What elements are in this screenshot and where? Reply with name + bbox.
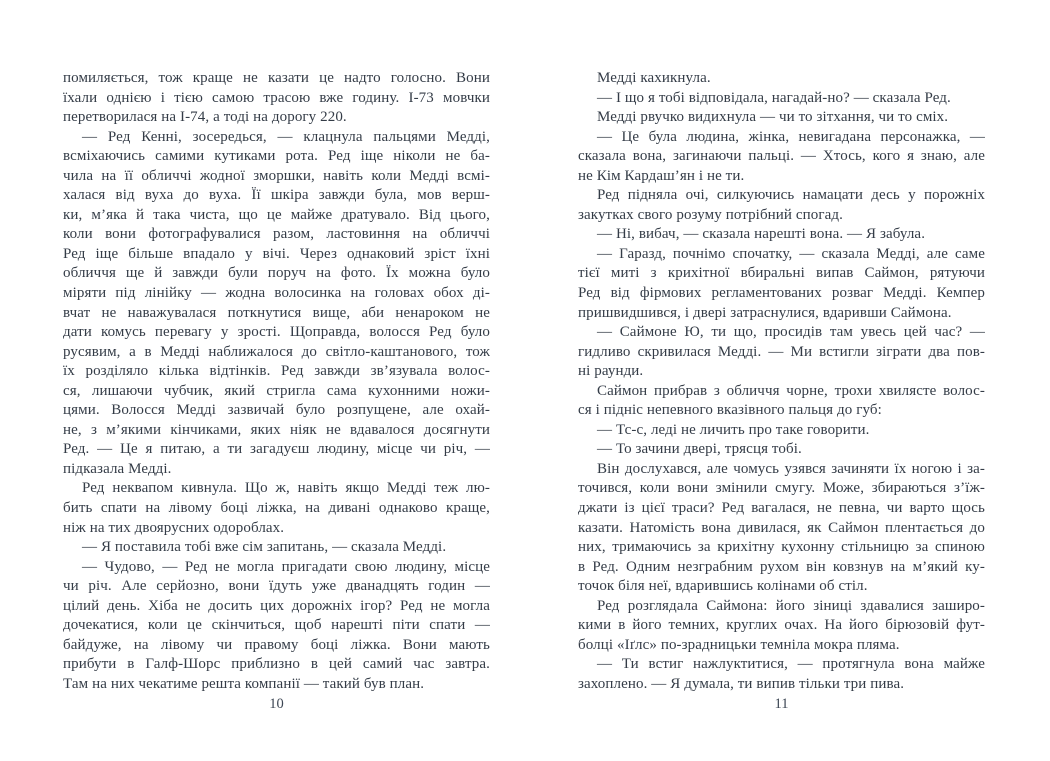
text-line: — То зачини двері, трясця тобі. <box>597 441 802 458</box>
text-line: — Ти встиг нажлуктитися, — протягнула вона майже <box>597 656 985 673</box>
text-line: вчат не наважувалася поткнутися вище, аби ненароком не <box>63 304 490 321</box>
text-line: помиляється, тож краще не казати це надто голосно. Вони <box>63 70 490 86</box>
text-line: гидливо скривилася Медді. — Ми встигли зіграти два пов- <box>578 343 985 360</box>
text-line: Він дослухався, але чомусь узявся зачиняти їх ногою і за- <box>597 460 985 477</box>
text-line: Там на них чекатиме решта компанії — такий був план. <box>63 675 425 692</box>
text-line: Ред іще більше впадало у вічі. Через однаковий зріст їхні <box>63 245 490 262</box>
text-line: не, з м’якими кінчиками, яких ніяк не вдавалося досягнути <box>63 421 490 438</box>
text-line: — Ні, вибач, — сказала нарешті вона. — Я забула. <box>597 226 926 243</box>
text-line: Медді кахикнула. <box>597 70 711 86</box>
text-line: коли вони фотографувалися разом, ластовиння на обличчі <box>63 226 490 243</box>
text-line: точок біля неї, вдарившись колінами об стіл. <box>578 578 868 595</box>
text-line: не Кім Кардаш’ян і не ти. <box>578 167 745 184</box>
text-line: Ред розглядала Саймона: його зіниці здавалися заширо- <box>597 597 985 614</box>
text-line: пришвидшився, і двері затраснулися, вдаривши Саймона. <box>578 304 952 321</box>
text-line: — І що я тобі відповідала, нагадай-но? — сказала Ред. <box>597 89 951 106</box>
text-line: Ред від фірмових регламентованих розваг Медді. Кемпер <box>578 285 985 302</box>
text-line: міряти під лінійку — жодна волосинка на головах обох ді- <box>63 285 490 302</box>
text-line: цями. Волосся Медді зазвичай було розпущене, але охай- <box>63 402 490 419</box>
text-line: бить спати на лівому боці ліжка, на дивані однаково краще, <box>63 500 490 517</box>
text-line: підказала Медді. <box>63 460 172 477</box>
text-line: Ред. — Це я питаю, а ти загадуєш людину, місце чи річ, — <box>63 441 490 458</box>
text-line: болці «Іґлс» по-зрадницьки темніла мокра пляма. <box>578 636 900 653</box>
text-line: перетворилася на І-74, а тоді на дорогу 220. <box>63 109 347 126</box>
text-line: байдуже, на лівому чи правому боці ліжка. Вони мають <box>63 636 490 653</box>
text-line: ні раунди. <box>578 363 644 380</box>
text-line: Медді рвучко видихнула — чи то зітхання, чи то сміх. <box>597 109 949 126</box>
text-line: захоплено. — Я думала, ти випив тільки три пива. <box>578 675 905 692</box>
page-right-lines <box>578 69 985 695</box>
page-number-left: 10 <box>269 696 284 712</box>
text-line: Ред підняла очі, силкуючись намацати десь у порожніх <box>597 187 985 204</box>
page-number-right: 11 <box>774 696 789 712</box>
text-line: їхали однією і тією самою трасою вже годину. І-73 мовчки <box>63 89 490 106</box>
text-line: обличчя ще й завжди були поруч на фото. Їх можна було <box>63 265 490 282</box>
text-line: дочекатися, коли це скінчиться, щоб нарешті піти спати — <box>63 617 490 634</box>
text-line: них, тримаючись за крихітну кухонну стільницю за спиною <box>578 539 985 556</box>
text-line: — Я поставила тобі вже сім запитань, — сказала Медді. <box>82 539 447 556</box>
text-line: кими в його темних, круглих очах. На його бірюзовій фут- <box>578 617 985 634</box>
text-line: всміхаючись самими кутиками рота. Ред іще ніколи не ба- <box>63 148 490 165</box>
text-line: сказала вона, загинаючи пальці. — Хтось, кого я знаю, але <box>578 148 985 165</box>
text-line: ки, м’яка й така чиста, що це майже дратувало. Від цього, <box>63 206 490 223</box>
text-line: точився, коли вони змінили смугу. Може, збираються з’їж- <box>578 480 985 497</box>
text-line: халася від вуха до вуха. Її шкіра завжди була, мов верш- <box>63 187 490 204</box>
text-line: прибути в Галф-Шорс приблизно в цей самий час завтра. <box>63 656 490 673</box>
text-line: джати із цієї траси? Ред вагалася, не певна, чи варто щось <box>578 500 985 517</box>
text-line: чила на її обличчі жодної зморшки, навіть коли Медді всмі- <box>63 167 490 184</box>
text-line: ся, лишаючи чубчик, який стригла сама кухонними ножи- <box>63 382 490 399</box>
text-line: чи річ. Але серйозно, вони їдуть уже дванадцять годин — <box>63 578 490 595</box>
text-line: казати. Натомість вона дивилася, як Саймон плентається до <box>578 519 985 536</box>
text-line: їх розділяло кілька відтінків. Ред завжди зв’язувала волос- <box>63 363 490 380</box>
page-left-lines <box>63 69 490 695</box>
text-line: русявим, а в Медді наближалося до світло-каштанового, тож <box>63 343 490 360</box>
text-line: тієї миті з крихітної вбиральні випав Саймон, рятуючи <box>578 265 985 282</box>
text-line: — Саймоне Ю, ти що, просидів там увесь цей час? — <box>597 324 985 341</box>
text-line: ніж на тих двоярусних одороблах. <box>63 519 285 536</box>
text-line: — Гаразд, почнімо спочатку, — сказала Медді, але саме <box>597 245 985 262</box>
text-line: дати комусь перевагу у зрості. Щоправда, волосся Ред було <box>63 324 490 341</box>
text-line: ся і підніс непевного вказівного пальця до губ: <box>578 402 882 419</box>
text-line: — Ред Кенні, зосередься, — клацнула пальцями Медді, <box>82 128 490 145</box>
text-line: закутках свого розуму потрібний спогад. <box>578 206 843 223</box>
text-line: — Тс-с, леді не личить про таке говорити. <box>597 421 870 438</box>
text-line: в Ред. Одним незграбним рухом він ковзнув на м’який ку- <box>578 558 985 575</box>
text-line: — Це була людина, жінка, невигадана персонажка, — <box>597 128 985 145</box>
text-line: Ред неквапом кивнула. Що ж, навіть якщо Медді теж лю- <box>82 480 490 497</box>
text-line: — Чудово, — Ред не могла пригадати свою людину, місце <box>82 558 490 575</box>
text-line: цілий день. Хіба не досить цих дорожніх ігор? Ред не могла <box>63 597 490 614</box>
text-line: Саймон прибрав з обличчя чорне, трохи хвилясте волос- <box>597 382 985 399</box>
